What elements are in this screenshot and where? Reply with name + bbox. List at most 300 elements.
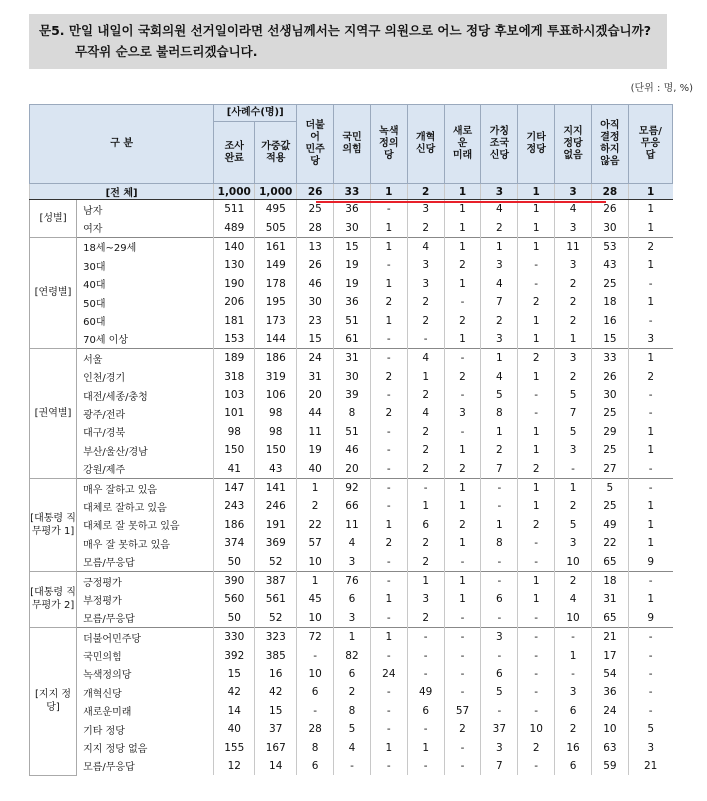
question-line-2: 무작위 순으로 불러드리겠습니다.: [75, 44, 258, 59]
table-cell: 72: [297, 627, 334, 646]
category-header: 구 분: [30, 105, 214, 184]
table-cell: 2: [518, 293, 555, 311]
table-cell: 1: [628, 497, 672, 515]
table-cell: 21: [591, 627, 628, 646]
table-cell: -: [518, 757, 555, 775]
total-cell: 26: [297, 184, 334, 200]
table-cell: 6: [481, 590, 518, 608]
highlight-underline: [316, 201, 606, 203]
total-cell: 1: [444, 184, 481, 200]
table-cell: 1: [444, 218, 481, 237]
table-row: [30, 386, 673, 404]
table-cell: 19: [334, 256, 371, 274]
row-label: 긍정평가: [77, 571, 214, 590]
table-cell: 98: [255, 423, 297, 441]
table-row: [30, 627, 673, 646]
row-label: 매우 잘 못하고 있음: [83, 539, 170, 551]
table-cell: 1: [481, 423, 518, 441]
table-cell: 1: [370, 516, 407, 534]
table-cell: -: [518, 609, 555, 628]
table-row: [30, 368, 673, 386]
table-cell: 22: [297, 516, 334, 534]
table-cell: 1: [518, 571, 555, 590]
table-cell: 2: [628, 237, 672, 256]
table-cell: -: [370, 646, 407, 664]
total-cell: 33: [334, 184, 371, 200]
table-cell: 1: [518, 200, 555, 219]
table-cell: 2: [555, 368, 592, 386]
table-cell: -: [407, 646, 444, 664]
table-cell: 2: [444, 368, 481, 386]
table-cell: 144: [255, 330, 297, 349]
table-cell: 392: [214, 646, 255, 664]
table-cell: 4: [334, 534, 371, 552]
table-cell: -: [444, 423, 481, 441]
table-row: [30, 552, 673, 571]
table-cell: 1: [370, 590, 407, 608]
table-cell: 1: [297, 571, 334, 590]
table-cell: 51: [334, 311, 371, 329]
table-cell: -: [370, 497, 407, 515]
table-cell: 25: [591, 497, 628, 515]
group-label: [성별]: [30, 200, 77, 238]
table-cell: 1: [628, 516, 672, 534]
table-cell: -: [297, 646, 334, 664]
table-cell: 50: [214, 609, 255, 628]
table-cell: 20: [297, 386, 334, 404]
table-cell: -: [444, 552, 481, 571]
sample-group-header: [사례수(명)]: [214, 105, 297, 122]
table-cell: 1: [628, 349, 672, 368]
table-cell: 387: [255, 571, 297, 590]
row-label: 국민의힘: [83, 652, 122, 664]
table-cell: 153: [214, 330, 255, 349]
table-cell: 26: [591, 200, 628, 219]
table-cell: -: [628, 459, 672, 478]
party-header-5: 새로 운 미래: [444, 105, 481, 184]
table-cell: 15: [255, 702, 297, 720]
table-cell: 2: [444, 516, 481, 534]
table-cell: 3: [407, 256, 444, 274]
table-row: [30, 349, 673, 368]
table-cell: 190: [214, 275, 255, 293]
table-cell: 195: [255, 293, 297, 311]
table-cell: 53: [591, 237, 628, 256]
table-cell: 6: [297, 683, 334, 701]
party-header-9: 아직 결정 하지 않음: [591, 105, 628, 184]
table-cell: 167: [255, 738, 297, 756]
table-cell: 3: [407, 275, 444, 293]
total-cell: 1: [518, 184, 555, 200]
table-cell: 12: [214, 757, 255, 775]
table-row: [30, 218, 673, 237]
table-cell: -: [370, 386, 407, 404]
table-cell: -: [518, 404, 555, 422]
table-cell: 3: [444, 404, 481, 422]
table-cell: 2: [370, 368, 407, 386]
table-cell: -: [481, 571, 518, 590]
table-row: [30, 646, 673, 664]
table-cell: 1: [297, 478, 334, 497]
row-label: 강원/제주: [83, 465, 126, 477]
table-cell: 42: [214, 683, 255, 701]
table-cell: 46: [297, 275, 334, 293]
table-cell: 25: [591, 404, 628, 422]
table-cell: 189: [214, 349, 255, 368]
table-cell: 2: [518, 459, 555, 478]
table-cell: 40: [297, 459, 334, 478]
table-cell: 2: [481, 311, 518, 329]
table-cell: 66: [334, 497, 371, 515]
table-cell: -: [444, 609, 481, 628]
table-cell: 1: [518, 423, 555, 441]
table-cell: 45: [297, 590, 334, 608]
party-header-4: 개혁 신당: [407, 105, 444, 184]
table-cell: 51: [334, 423, 371, 441]
table-cell: 3: [555, 349, 592, 368]
table-cell: -: [628, 646, 672, 664]
table-cell: 76: [334, 571, 371, 590]
table-cell: 1: [444, 478, 481, 497]
table-cell: -: [481, 497, 518, 515]
table-cell: 374: [214, 534, 255, 552]
table-cell: 36: [591, 683, 628, 701]
table-cell: 49: [591, 516, 628, 534]
group-label: [대통령 직무평가 1]: [30, 478, 77, 571]
table-cell: 16: [591, 311, 628, 329]
table-cell: 1: [481, 516, 518, 534]
table-cell: 318: [214, 368, 255, 386]
table-cell: 2: [407, 218, 444, 237]
row-label: 인천/경기: [83, 373, 126, 385]
table-row: [30, 478, 673, 497]
table-cell: 2: [407, 441, 444, 459]
table-cell: 1: [518, 497, 555, 515]
table-cell: 6: [407, 702, 444, 720]
table-cell: 43: [591, 256, 628, 274]
table-cell: 2: [481, 441, 518, 459]
table-cell: 3: [628, 738, 672, 756]
row-label: 광주/전라: [83, 409, 126, 421]
table-cell: 1: [628, 423, 672, 441]
table-cell: 36: [334, 293, 371, 311]
question-line-1: 문5. 만일 내일이 국회의원 선거일이라면 선생님께서는 지역구 의원으로 어느 정당 후보에게 투표하시겠습니까?: [39, 23, 651, 38]
table-cell: 1: [518, 218, 555, 237]
table-cell: 2: [407, 534, 444, 552]
row-label: 대구/경북: [83, 428, 126, 440]
table-cell: 18: [591, 571, 628, 590]
table-cell: 11: [297, 423, 334, 441]
table-cell: 323: [255, 627, 297, 646]
table-cell: -: [444, 646, 481, 664]
total-row: [30, 184, 673, 200]
table-cell: 7: [481, 757, 518, 775]
table-cell: 3: [407, 200, 444, 219]
table-cell: 3: [481, 330, 518, 349]
table-cell: 2: [518, 516, 555, 534]
table-cell: -: [518, 683, 555, 701]
row-label: 매우 잘하고 있음: [77, 478, 214, 497]
total-cell: 1,000: [255, 184, 297, 200]
table-cell: 8: [481, 404, 518, 422]
table-cell: 2: [407, 609, 444, 628]
table-cell: 243: [214, 497, 255, 515]
table-cell: 3: [481, 627, 518, 646]
table-cell: 8: [481, 534, 518, 552]
table-cell: 206: [214, 293, 255, 311]
table-cell: 1: [481, 349, 518, 368]
table-cell: -: [370, 609, 407, 628]
table-cell: 30: [297, 293, 334, 311]
table-cell: 4: [407, 237, 444, 256]
table-cell: 1: [481, 237, 518, 256]
table-cell: 4: [407, 404, 444, 422]
table-cell: -: [555, 665, 592, 683]
table-cell: 1: [334, 627, 371, 646]
table-cell: -: [370, 441, 407, 459]
table-cell: 130: [214, 256, 255, 274]
table-cell: 561: [255, 590, 297, 608]
table-cell: 4: [555, 590, 592, 608]
table-cell: 1: [407, 738, 444, 756]
table-cell: 8: [334, 702, 371, 720]
table-cell: 2: [370, 404, 407, 422]
table-cell: 7: [555, 404, 592, 422]
table-cell: 106: [255, 386, 297, 404]
table-cell: 28: [297, 218, 334, 237]
table-cell: -: [628, 275, 672, 293]
table-cell: -: [481, 702, 518, 720]
table-cell: 6: [297, 757, 334, 775]
table-cell: 2: [444, 720, 481, 738]
table-row: [30, 330, 673, 349]
row-label: 60대: [83, 317, 106, 329]
table-cell: 1: [518, 478, 555, 497]
table-cell: 19: [297, 441, 334, 459]
party-header-8: 지지 정당 없음: [555, 105, 592, 184]
table-cell: 5: [628, 720, 672, 738]
table-cell: 40: [214, 720, 255, 738]
table-cell: 46: [334, 441, 371, 459]
question-box: [29, 14, 667, 69]
table-cell: 82: [334, 646, 371, 664]
table-cell: 44: [297, 404, 334, 422]
table-cell: 28: [297, 720, 334, 738]
table-row: [30, 738, 673, 756]
table-cell: -: [370, 459, 407, 478]
total-cell: 1: [370, 184, 407, 200]
table-row: [30, 293, 673, 311]
table-cell: 2: [370, 293, 407, 311]
table-cell: 186: [214, 516, 255, 534]
table-row: [30, 256, 673, 274]
table-cell: 369: [255, 534, 297, 552]
table-cell: -: [444, 683, 481, 701]
table-cell: 11: [334, 516, 371, 534]
table-cell: 25: [591, 441, 628, 459]
table-cell: 30: [334, 218, 371, 237]
table-cell: 1: [518, 590, 555, 608]
group-label: [대통령 직무평가 2]: [30, 571, 77, 627]
table-cell: 9: [628, 552, 672, 571]
party-header-1: 더불 어 민주 당: [297, 105, 334, 184]
table-cell: 31: [334, 349, 371, 368]
table-cell: -: [444, 665, 481, 683]
table-cell: 7: [481, 293, 518, 311]
table-row: [30, 459, 673, 478]
table-cell: -: [370, 349, 407, 368]
table-cell: -: [481, 609, 518, 628]
table-cell: 57: [444, 702, 481, 720]
table-cell: -: [444, 293, 481, 311]
table-cell: -: [407, 330, 444, 349]
party-header-2: 국민 의힘: [334, 105, 371, 184]
sample-weighted-header: 가중값 적용: [255, 122, 297, 184]
table-cell: 1: [518, 311, 555, 329]
table-cell: 1: [628, 218, 672, 237]
table-cell: 19: [334, 275, 371, 293]
table-cell: -: [407, 627, 444, 646]
table-cell: 10: [297, 552, 334, 571]
table-cell: 39: [334, 386, 371, 404]
table-cell: 4: [481, 275, 518, 293]
table-cell: 10: [555, 552, 592, 571]
table-cell: 98: [214, 423, 255, 441]
table-cell: 13: [297, 237, 334, 256]
table-cell: 560: [214, 590, 255, 608]
table-cell: 2: [444, 256, 481, 274]
table-cell: 2: [628, 368, 672, 386]
table-cell: 26: [591, 368, 628, 386]
table-cell: 3: [481, 738, 518, 756]
table-cell: 9: [628, 609, 672, 628]
table-cell: 1: [407, 497, 444, 515]
table-cell: 21: [628, 757, 672, 775]
table-cell: 1: [518, 368, 555, 386]
party-header-10: 모름/ 무응 답: [628, 105, 672, 184]
row-label: 개혁신당: [83, 688, 122, 700]
table-cell: 1: [407, 571, 444, 590]
table-cell: -: [555, 459, 592, 478]
table-cell: -: [628, 478, 672, 497]
table-cell: 37: [481, 720, 518, 738]
row-label: 남자: [77, 200, 214, 219]
table-cell: 23: [297, 311, 334, 329]
table-cell: 5: [555, 386, 592, 404]
table-cell: -: [518, 627, 555, 646]
table-cell: -: [444, 738, 481, 756]
table-cell: 1: [518, 330, 555, 349]
table-cell: 191: [255, 516, 297, 534]
total-cell: 2: [407, 184, 444, 200]
table-cell: 3: [334, 552, 371, 571]
table-cell: -: [481, 646, 518, 664]
table-cell: 1: [370, 275, 407, 293]
table-cell: 150: [255, 441, 297, 459]
table-cell: 2: [407, 386, 444, 404]
row-label: 더불어민주당: [77, 627, 214, 646]
table-cell: 3: [555, 534, 592, 552]
table-cell: -: [518, 386, 555, 404]
table-cell: -: [518, 275, 555, 293]
table-cell: -: [444, 757, 481, 775]
table-cell: 41: [214, 459, 255, 478]
table-cell: 1: [444, 571, 481, 590]
table-cell: 505: [255, 218, 297, 237]
row-label: 대체로 잘 못하고 있음: [83, 521, 180, 533]
table-cell: 1: [444, 237, 481, 256]
table-cell: 1: [370, 627, 407, 646]
table-cell: 1: [555, 330, 592, 349]
table-cell: 3: [555, 441, 592, 459]
table-cell: 1: [628, 256, 672, 274]
table-cell: 385: [255, 646, 297, 664]
table-cell: 1: [628, 441, 672, 459]
row-label: 부정평가: [83, 595, 122, 607]
row-label: 기타 정당: [83, 725, 125, 737]
table-cell: 4: [407, 349, 444, 368]
table-cell: -: [518, 646, 555, 664]
table-cell: 178: [255, 275, 297, 293]
table-cell: -: [518, 665, 555, 683]
total-cell: 28: [591, 184, 628, 200]
table-cell: -: [370, 256, 407, 274]
total-label: [전 체]: [30, 184, 214, 200]
table-cell: 2: [555, 571, 592, 590]
table-cell: 150: [214, 441, 255, 459]
table-cell: 36: [334, 200, 371, 219]
table-cell: 14: [214, 702, 255, 720]
table-cell: 5: [555, 516, 592, 534]
table-cell: -: [370, 720, 407, 738]
table-cell: 1: [444, 441, 481, 459]
table-cell: -: [297, 702, 334, 720]
total-cell: 3: [555, 184, 592, 200]
table-cell: 24: [297, 349, 334, 368]
table-cell: 2: [407, 311, 444, 329]
table-cell: 1: [370, 237, 407, 256]
table-cell: 2: [444, 311, 481, 329]
row-label: 모름/무응답: [83, 614, 135, 626]
table-row: [30, 665, 673, 683]
table-cell: 1: [628, 590, 672, 608]
table-cell: 1: [628, 293, 672, 311]
table-cell: 511: [214, 200, 255, 219]
table-cell: -: [370, 683, 407, 701]
table-cell: 2: [518, 349, 555, 368]
table-cell: 149: [255, 256, 297, 274]
table-cell: 17: [591, 646, 628, 664]
table-row: [30, 441, 673, 459]
table-cell: 2: [555, 275, 592, 293]
table-cell: -: [628, 386, 672, 404]
table-cell: 6: [481, 665, 518, 683]
table-cell: 1: [444, 497, 481, 515]
table-cell: 4: [334, 738, 371, 756]
table-cell: -: [407, 665, 444, 683]
table-cell: 140: [214, 237, 255, 256]
table-cell: -: [407, 478, 444, 497]
table-cell: -: [334, 757, 371, 775]
table-cell: -: [407, 720, 444, 738]
table-cell: 30: [334, 368, 371, 386]
row-label: 18세~29세: [77, 237, 214, 256]
table-cell: 155: [214, 738, 255, 756]
table-cell: 6: [555, 702, 592, 720]
table-cell: 1: [370, 738, 407, 756]
table-cell: 15: [334, 237, 371, 256]
table-cell: 1: [628, 534, 672, 552]
